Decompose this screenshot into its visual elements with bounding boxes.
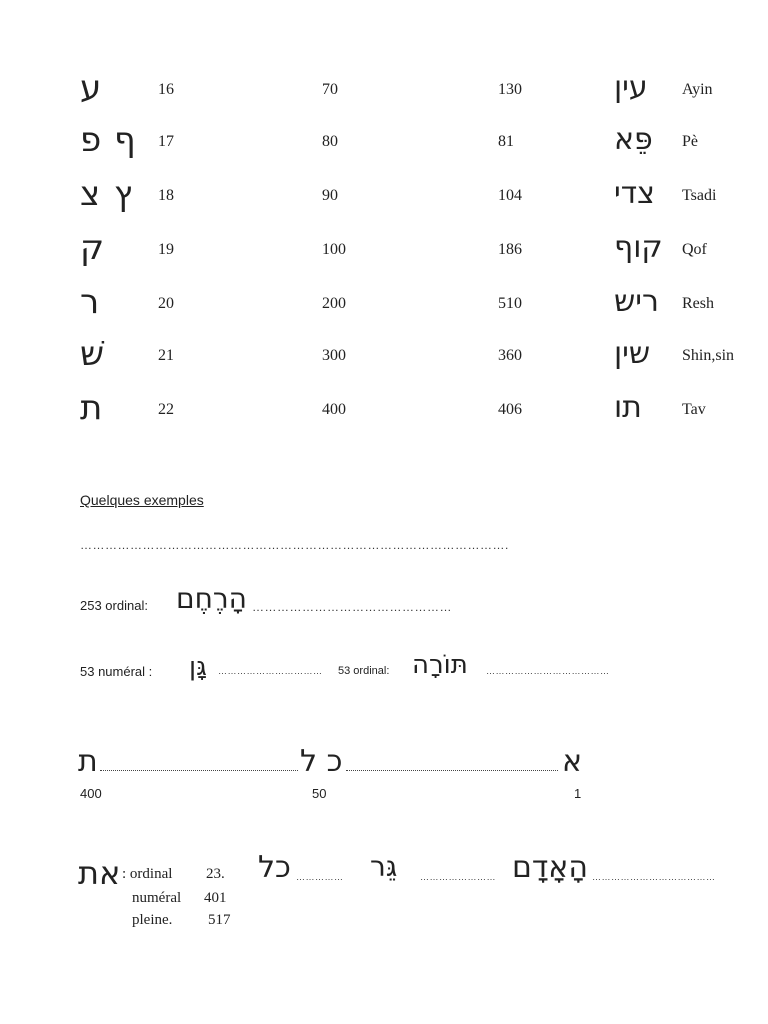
letter-full-value: 130 [498,81,522,98]
letter-index: 21 [158,347,174,364]
line3-mid-number: 50 [312,786,327,801]
latin-name: Pè [682,133,698,150]
latin-name: Shin,sin [682,347,735,364]
example-2-dots: …………………………… [218,666,323,676]
letter-index: 19 [158,241,174,258]
hebrew-name: תו [614,390,642,425]
letter-full-value: 406 [498,401,522,418]
section-title: Quelques exemples [80,492,204,508]
letter-value: 200 [322,295,346,312]
line4-numeral-label: numéral [132,890,182,906]
hebrew-name: קוף [614,230,663,265]
hebrew-name: עין [614,70,648,105]
letter-index: 16 [158,81,174,98]
line4-full-label: pleine. [132,912,173,928]
letter-value: 300 [322,347,346,364]
letter-value: 100 [322,241,346,258]
example-2b-dots: ………………………………… [486,666,610,676]
hebrew-name: פֵּא [614,122,653,157]
line4-word-2: גֵּר [370,850,398,883]
hebrew-letter: צ [80,174,101,214]
letter-value: 90 [322,187,338,204]
hebrew-letter: פ [80,120,102,160]
line4-word-3: הָאָדָם [512,850,588,885]
letter-index: 22 [158,401,174,418]
letter-value: 80 [322,133,338,150]
letter-index: 20 [158,295,174,312]
hebrew-final-letter: ף [114,120,136,160]
line4-full-value: 517 [208,912,231,928]
letter-full-value: 360 [498,347,522,364]
letter-index: 17 [158,133,174,150]
hebrew-letter: ת [80,388,103,428]
hebrew-name: ריש [614,284,659,319]
example-2-label: 53 numéral : [80,664,153,679]
latin-name: Resh [682,295,714,312]
example-2b-word: תּוֹרָה [412,650,468,680]
hebrew-final-letter: ץ [114,174,133,214]
line4-ordinal-value: 23. [206,866,225,882]
line3-right-number: 1 [574,786,582,801]
letter-value: 400 [322,401,346,418]
line4-dots-1: …………… [296,872,344,882]
line3-leader-2 [346,770,558,771]
example-1-dots: ………………………………………… [252,600,452,614]
line3-leader-1 [100,770,298,771]
hebrew-name: צדי [614,176,655,211]
example-2b-label: 53 ordinal: [338,665,390,677]
line4-word-1: כל [258,850,291,885]
hebrew-letter: ר [80,282,100,322]
letter-index: 18 [158,187,174,204]
line3-right-letter: א [562,744,583,779]
line3-left-letter: ת [78,744,98,779]
example-1-word: הָרֶחֶם [176,582,247,615]
letter-full-value: 104 [498,187,522,204]
latin-name: Ayin [682,81,713,98]
example-2-word: גָּן [189,652,207,682]
line3-mid-letter: כ ל [300,744,343,779]
hebrew-letter: שׁ [80,334,105,374]
line4-dots-3: ………………………………… [592,872,716,882]
letter-full-value: 186 [498,241,522,258]
letter-full-value: 510 [498,295,522,312]
line4-word: את [78,854,121,892]
line4-numeral-value: 401 [204,890,227,906]
latin-name: Tsadi [682,187,717,204]
letter-value: 70 [322,81,338,98]
latin-name: Qof [682,241,707,258]
hebrew-letter: ע [80,68,102,108]
latin-name: Tav [682,401,706,418]
hebrew-name: שין [614,336,651,371]
line3-left-number: 400 [80,786,102,801]
line4-dots-2: …………………… [420,872,496,882]
dotted-line: …………………………………………………………………………………………. [80,538,509,552]
line4-ordinal-label: : ordinal [122,866,173,882]
example-1-label: 253 ordinal: [80,598,148,613]
letter-full-value: 81 [498,133,514,150]
hebrew-letter: ק [80,228,105,268]
